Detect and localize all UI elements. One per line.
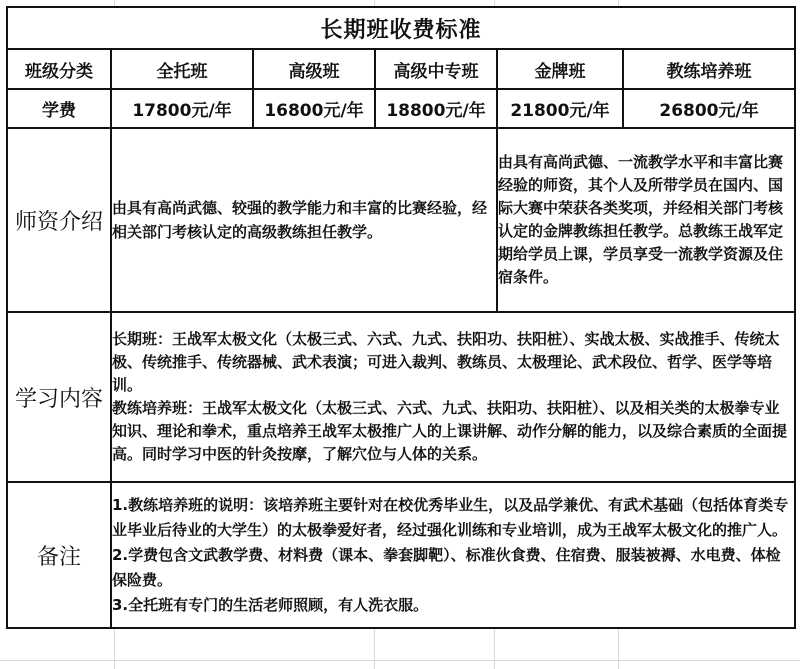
fee-label: 学费 [7, 89, 111, 128]
note-item: 3.全托班有专门的生活老师照顾，有人洗衣服。 [112, 595, 429, 614]
teachers-row [7, 128, 795, 312]
fee-schedule-table [6, 6, 796, 629]
notes-row [7, 482, 795, 628]
curriculum-label: 学习内容 [7, 312, 111, 482]
curriculum-long-term: 长期班：王战军太极文化（太极三式、六式、九式、扶阳功、扶阳桩）、实战太极、实战推手、传统太极、传统推手、传统器械、武术表演；可进入裁判、教练员、太极理论、武术段位、哲学、医学等培训。 [112, 330, 780, 394]
class-advanced-vocational: 高级中专班 [375, 49, 497, 89]
class-gold-medal: 金牌班 [497, 49, 623, 89]
class-category-label: 班级分类 [7, 49, 111, 89]
note-item: 1.教练培养班的说明：该培养班主要针对在校优秀毕业生，以及品学兼优、有武术基础（包括体育类专业毕业后待业的大学生）的太极拳爱好者，经过强化训练和专业培训，成为王战军太极文化的推广人。 [112, 495, 789, 539]
curriculum-text [111, 312, 795, 482]
notes-text [111, 482, 795, 628]
class-coach-training: 教练培养班 [623, 49, 795, 89]
class-header-row [7, 49, 795, 89]
fee-row [7, 89, 795, 128]
curriculum-row [7, 312, 795, 482]
gridline [0, 660, 800, 661]
class-advanced: 高级班 [253, 49, 375, 89]
curriculum-coach-training: 教练培养班：王战军太极文化（太极三式、六式、九式、扶阳功、扶阳桩）、以及相关类的太极拳专业知识、理论和拳术，重点培养王战军太极推广人的上课讲解、动作分解的能力，以及综合素质的全面提高。同时学习中医的针灸按摩，了解穴位与人体的关系。 [112, 399, 788, 463]
note-item: 2.学费包含文武教学费、材料费（课本、拳套脚靶）、标准伙食费、住宿费、服装被褥、水电费、体检保险费。 [112, 545, 781, 589]
fee-gold-medal: 21800元/年 [497, 89, 623, 128]
table-title: 长期班收费标准 [7, 7, 795, 49]
fee-full-boarding: 17800元/年 [111, 89, 253, 128]
class-full-boarding: 全托班 [111, 49, 253, 89]
teachers-label: 师资介绍 [7, 128, 111, 312]
teachers-standard-text: 由具有高尚武德、较强的教学能力和丰富的比赛经验，经相关部门考核认定的高级教练担任教学。 [111, 128, 497, 312]
title-row [7, 7, 795, 49]
teachers-premium-text: 由具有高尚武德、一流教学水平和丰富比赛经验的师资，其个人及所带学员在国内、国际大赛中荣获各类奖项，并经相关部门考核认定的金牌教练担任教学。总教练王战军定期给学员上课，学员享受一流教学资源及住宿条件。 [497, 128, 795, 312]
notes-label: 备注 [7, 482, 111, 628]
fee-advanced-vocational: 18800元/年 [375, 89, 497, 128]
fee-coach-training: 26800元/年 [623, 89, 795, 128]
fee-advanced: 16800元/年 [253, 89, 375, 128]
